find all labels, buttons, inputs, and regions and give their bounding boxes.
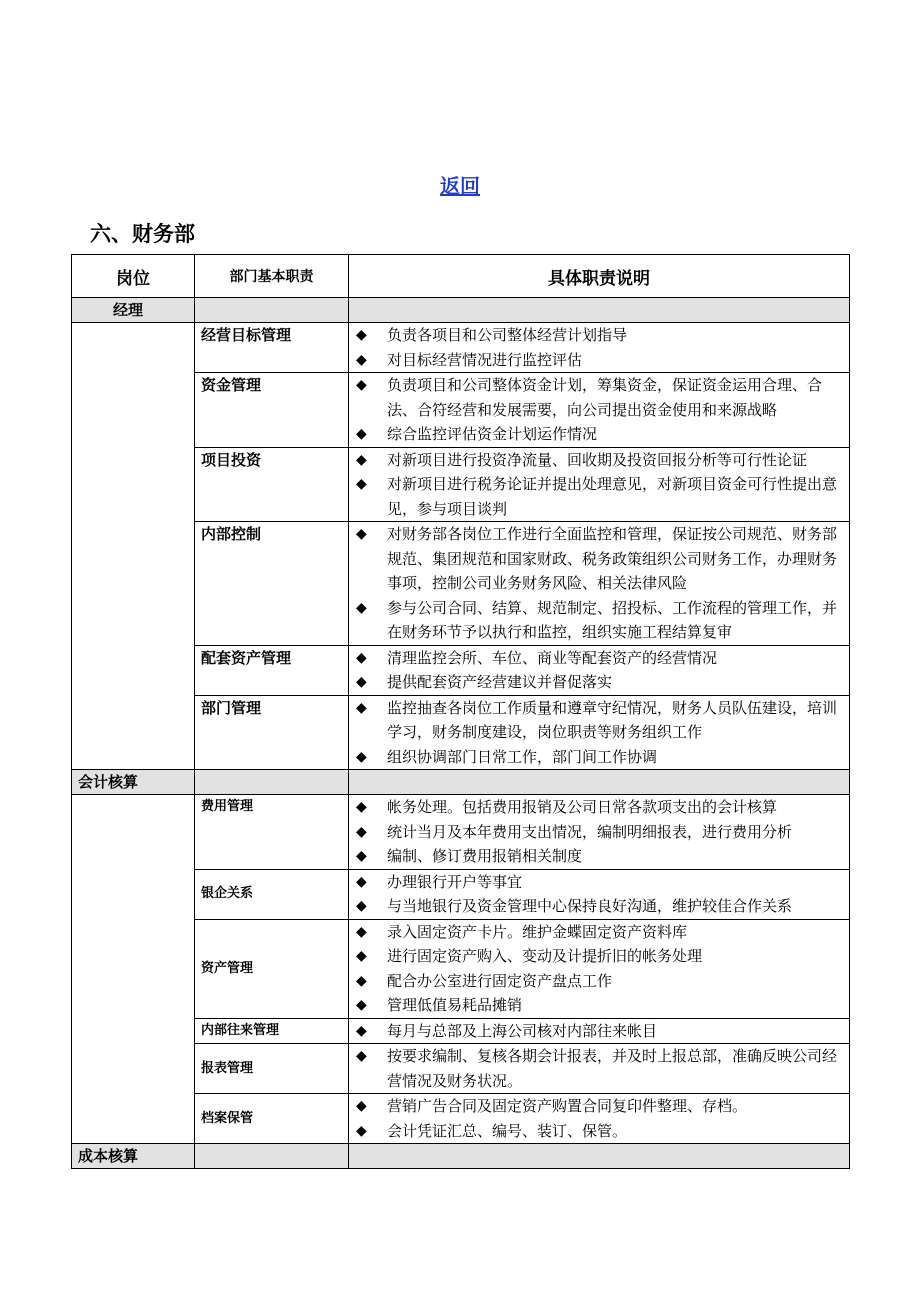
list-item-text: 配合办公室进行固定资产盘点工作 xyxy=(387,971,613,990)
duty-name: 档案保管 xyxy=(195,1094,349,1144)
section-empty-cell xyxy=(195,298,349,323)
section-post-label: 会计核算 xyxy=(72,770,195,795)
duty-detail-cell xyxy=(349,795,850,870)
section-empty-cell xyxy=(349,770,850,795)
duty-detail-cell xyxy=(349,1018,850,1044)
header-basic-duty: 部门基本职责 xyxy=(195,255,349,298)
list-item-text: 监控抽查各岗位工作质量和遵章守纪情况，财务人员队伍建设，培训学习，财务制度建设，岗位职责等财务组织工作 xyxy=(387,698,838,741)
finance-duties-table xyxy=(71,254,850,1169)
diamond-bullet-icon: ◆ xyxy=(356,1098,367,1114)
list-item-text: 对新项目进行税务论证并提出处理意见，对新项目资金可行性提出意见，参与项目谈判 xyxy=(387,475,838,518)
duty-item-list xyxy=(349,870,849,919)
list-item xyxy=(349,894,849,919)
list-item xyxy=(349,1019,849,1044)
diamond-bullet-icon: ◆ xyxy=(356,599,367,616)
diamond-bullet-icon: ◆ xyxy=(356,426,367,442)
list-item xyxy=(349,1094,849,1119)
section-title: 六、财务部 xyxy=(90,222,195,246)
duty-name: 项目投资 xyxy=(195,447,349,522)
section-row xyxy=(72,298,850,323)
duty-item-list xyxy=(349,323,849,372)
diamond-bullet-icon: ◆ xyxy=(356,451,367,468)
duty-item-list xyxy=(349,696,849,770)
post-blank-cell xyxy=(72,795,195,1144)
diamond-bullet-icon: ◆ xyxy=(356,997,367,1013)
list-item-text: 与当地银行及资金管理中心保持良好沟通，维护较佳合作关系 xyxy=(387,897,793,915)
list-item xyxy=(349,522,849,596)
duty-name: 配套资产管理 xyxy=(195,645,349,695)
header-detail: 具体职责说明 xyxy=(349,255,850,298)
diamond-bullet-icon: ◆ xyxy=(356,377,367,393)
list-item-text: 提供配套资产经营建议并督促落实 xyxy=(387,673,613,691)
duty-name: 经营目标管理 xyxy=(195,323,349,373)
list-item xyxy=(349,870,849,895)
duty-item-list xyxy=(349,1044,849,1093)
list-item-text: 录入固定资产卡片。维护金蝶固定资产资料库 xyxy=(387,922,688,941)
diamond-bullet-icon: ◆ xyxy=(356,699,367,716)
list-item xyxy=(349,1044,849,1093)
list-item-text: 进行固定资产购入、变动及计提折旧的帐务处理 xyxy=(387,947,703,965)
diamond-bullet-icon: ◆ xyxy=(356,923,367,940)
list-item-text: 按要求编制、复核各期会计报表，并及时上报总部，准确反映公司经营情况及财务状况。 xyxy=(387,1047,838,1090)
list-item-text: 管理低值易耗品摊销 xyxy=(387,996,523,1014)
post-blank-cell xyxy=(72,323,195,770)
duty-item-list xyxy=(349,373,849,447)
list-item xyxy=(349,670,849,695)
diamond-bullet-icon: ◆ xyxy=(356,799,367,815)
back-link[interactable]: 返回 xyxy=(440,174,480,198)
diamond-bullet-icon: ◆ xyxy=(356,649,367,666)
list-item xyxy=(349,820,849,845)
duty-detail-cell xyxy=(349,919,850,1018)
duty-name: 内部控制 xyxy=(195,522,349,646)
duty-detail-cell xyxy=(349,447,850,522)
section-row xyxy=(72,770,850,795)
duty-detail-cell xyxy=(349,323,850,373)
list-item-text: 参与公司合同、结算、规范制定、招投标、工作流程的管理工作，并在财务环节予以执行和监控，组织实施工程结算复审 xyxy=(387,598,838,641)
duty-item-list xyxy=(349,646,849,695)
list-item-text: 办理银行开户等事宜 xyxy=(387,872,523,891)
section-post-label: 成本核算 xyxy=(72,1144,195,1169)
list-item xyxy=(349,348,849,373)
list-item-text: 会计凭证汇总、编号、装订、保管。 xyxy=(387,1121,628,1140)
list-item xyxy=(349,373,849,422)
list-item-text: 对新项目进行投资净流量、回收期及投资回报分析等可行性论证 xyxy=(387,450,808,469)
section-empty-cell xyxy=(195,770,349,795)
diamond-bullet-icon: ◆ xyxy=(356,1048,367,1064)
list-item xyxy=(349,844,849,869)
duty-detail-cell xyxy=(349,1044,850,1094)
list-item xyxy=(349,646,849,671)
duty-item-list xyxy=(349,522,849,645)
diamond-bullet-icon: ◆ xyxy=(356,476,367,492)
list-item-text: 帐务处理。包括费用报销及公司日常各款项支出的会计核算 xyxy=(387,798,778,816)
list-item xyxy=(349,993,849,1018)
diamond-bullet-icon: ◆ xyxy=(356,674,367,690)
list-item-text: 负责项目和公司整体资金计划，筹集资金，保证资金运用合理、合法、合符经营和发展需要，向公司提出资金使用和来源战略 xyxy=(387,376,823,419)
duty-item-list xyxy=(349,920,849,1018)
list-item-text: 组织协调部门日常工作，部门间工作协调 xyxy=(387,747,658,766)
duty-name: 报表管理 xyxy=(195,1044,349,1094)
table-header-row xyxy=(72,255,850,298)
section-empty-cell xyxy=(349,298,850,323)
list-item xyxy=(349,745,849,770)
diamond-bullet-icon: ◆ xyxy=(356,898,367,914)
list-item xyxy=(349,472,849,521)
section-post-label: 经理 xyxy=(72,298,195,323)
duty-item-list xyxy=(349,1019,849,1044)
diamond-bullet-icon: ◆ xyxy=(356,972,367,989)
list-item-text: 每月与总部及上海公司核对内部往来帐目 xyxy=(387,1021,658,1040)
duty-item-list xyxy=(349,1094,849,1143)
section-empty-cell xyxy=(349,1144,850,1169)
list-item-text: 对财务部各岗位工作进行全面监控和管理，保证按公司规范、财务部规范、集团规范和国家财政、税务政策组织公司财务工作，办理财务事项，控制公司业务财务风险、相关法律风险 xyxy=(387,525,838,592)
header-post: 岗位 xyxy=(72,255,195,298)
duty-name: 费用管理 xyxy=(195,795,349,870)
diamond-bullet-icon: ◆ xyxy=(356,351,367,368)
duty-name: 部门管理 xyxy=(195,695,349,770)
diamond-bullet-icon: ◆ xyxy=(356,748,367,765)
diamond-bullet-icon: ◆ xyxy=(356,526,367,542)
duty-detail-cell xyxy=(349,695,850,770)
duty-name: 银企关系 xyxy=(195,869,349,919)
duty-row xyxy=(72,795,850,870)
duty-detail-cell xyxy=(349,522,850,646)
list-item xyxy=(349,920,849,945)
duty-item-list xyxy=(349,448,849,522)
list-item xyxy=(349,596,849,645)
list-item xyxy=(349,969,849,994)
list-item xyxy=(349,448,849,473)
duty-row xyxy=(72,323,850,373)
duty-name: 资金管理 xyxy=(195,373,349,448)
list-item xyxy=(349,1119,849,1144)
duty-detail-cell xyxy=(349,869,850,919)
list-item xyxy=(349,323,849,348)
list-item-text: 综合监控评估资金计划运作情况 xyxy=(387,425,598,443)
section-row xyxy=(72,1144,850,1169)
section-empty-cell xyxy=(195,1144,349,1169)
list-item xyxy=(349,795,849,820)
list-item-text: 负责各项目和公司整体经营计划指导 xyxy=(387,326,628,344)
diamond-bullet-icon: ◆ xyxy=(356,1122,367,1139)
duty-detail-cell xyxy=(349,373,850,448)
duty-name: 资产管理 xyxy=(195,919,349,1018)
list-item xyxy=(349,696,849,745)
list-item-text: 对目标经营情况进行监控评估 xyxy=(387,350,583,369)
list-item-text: 编制、修订费用报销相关制度 xyxy=(387,847,583,865)
list-item xyxy=(349,944,849,969)
diamond-bullet-icon: ◆ xyxy=(356,823,367,840)
list-item xyxy=(349,422,849,447)
list-item-text: 清理监控会所、车位、商业等配套资产的经营情况 xyxy=(387,648,718,667)
list-item-text: 统计当月及本年费用支出情况，编制明细报表，进行费用分析 xyxy=(387,822,793,841)
diamond-bullet-icon: ◆ xyxy=(356,327,367,343)
diamond-bullet-icon: ◆ xyxy=(356,848,367,864)
diamond-bullet-icon: ◆ xyxy=(356,873,367,890)
duty-detail-cell xyxy=(349,645,850,695)
duty-item-list xyxy=(349,795,849,869)
duty-name: 内部往来管理 xyxy=(195,1018,349,1044)
diamond-bullet-icon: ◆ xyxy=(356,1022,367,1039)
diamond-bullet-icon: ◆ xyxy=(356,948,367,964)
list-item-text: 营销广告合同及固定资产购置合同复印件整理、存档。 xyxy=(387,1097,748,1115)
duty-detail-cell xyxy=(349,1094,850,1144)
